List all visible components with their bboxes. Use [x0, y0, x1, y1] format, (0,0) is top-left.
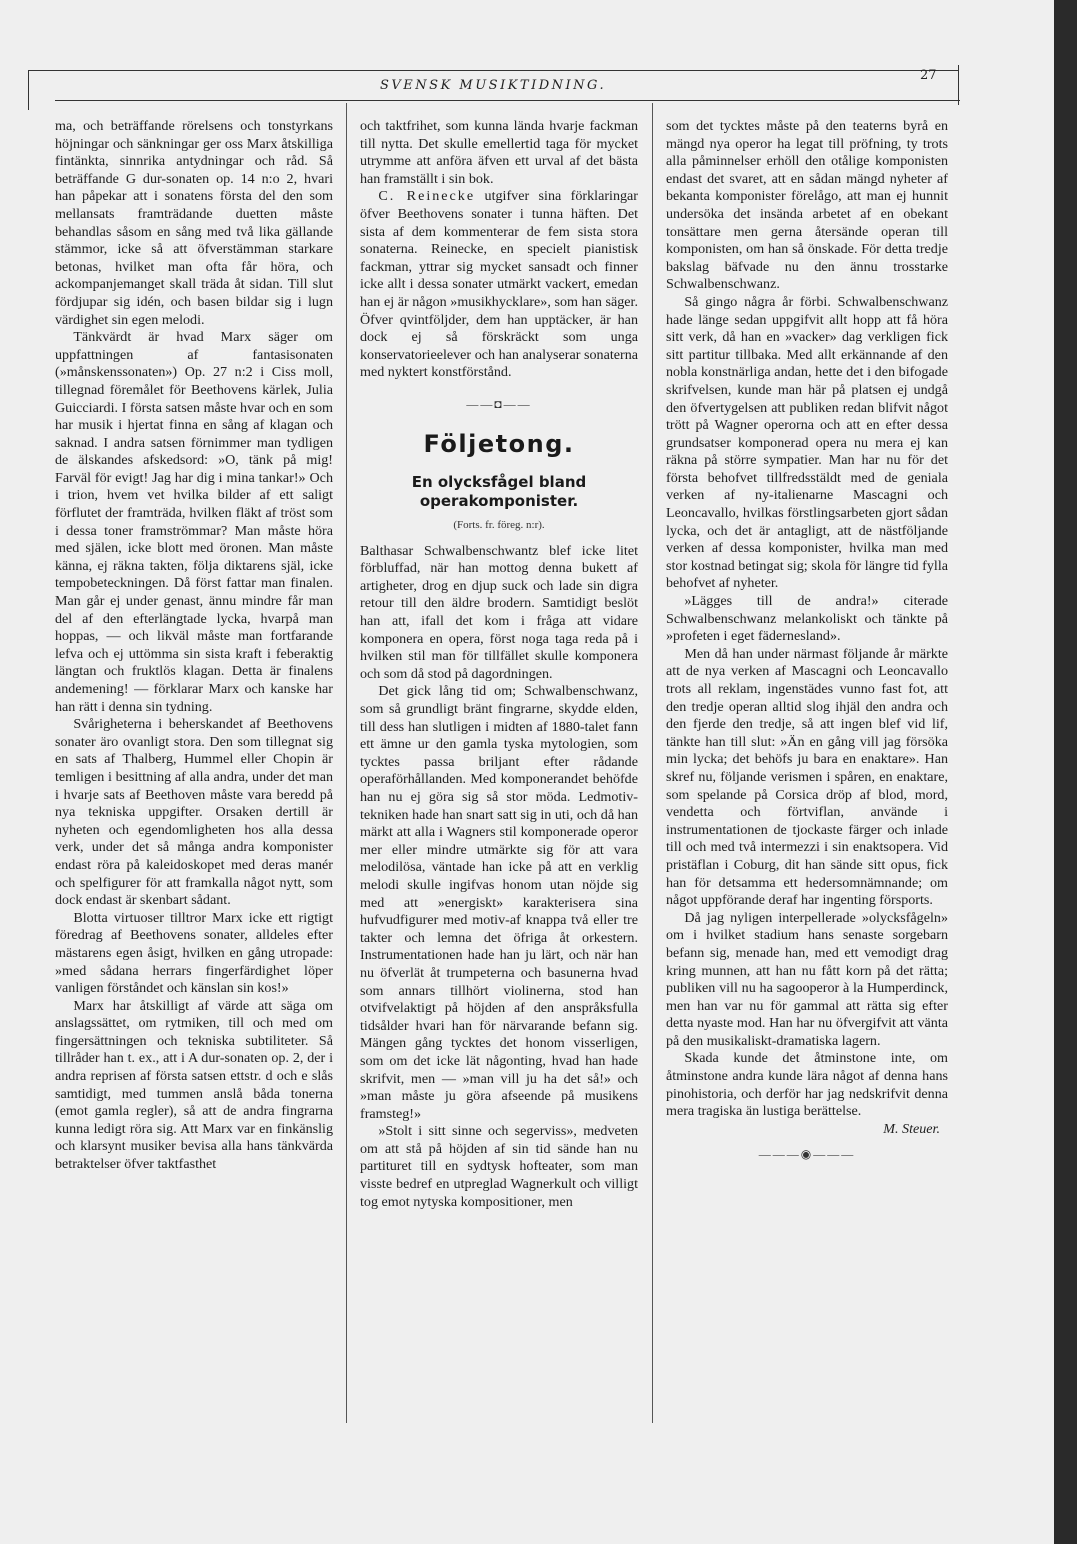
col1-paragraph: Blotta virtuoser tilltror Marx icke ett rigtigt föredrag af Beethovens sonater, alldeles efter mästarens egen åsigt, hvilken en gång utropade: »med sådana herrars fingerfärdighet löper vanligen förståndet och känslan sin kos!»	[55, 909, 333, 997]
continued-note: (Forts. fr. föreg. n:r).	[453, 519, 545, 532]
col3-paragraph: Så gingo några år förbi. Schwalbenschwanz hade länge sedan uppgifvit allt hopp att få höra sitt verk, då han en »vacker» dag verkligen fick sitt partitur tillbaka. Med allt erkännande af den nobla konstnärliga andan, hette det i den bifogade skrifvelsen, kunde man här på platsen ej undgå den öfvertygelsen att publiken redan blifvit något trött på Wagner operorna och att en efter dessa grundsatser komponerad opera nu mera ej kan räkna på större sympatier. Man har nu för det första behofvet tillfredsstäldt med de geniala verken af ny-italienarne Mascagni och Leoncavallo, hvilkas förstlingsarbeten gjort sådan lycka, och det är antagligt, att de nästföljande verken af dessa komponister, hvilka man med stor kostnad betingat sig; skola för längre tid fylla behofvet af nyheter.	[666, 293, 948, 592]
story-paragraph: »Stolt i sitt sinne och segerviss», medveten om att stå på höjden af sin tid sände han nu partituret till en sydtysk hofteater, som man visste bedref en utpreglad Wagnerkult och villigt tog emot nytyska kompositioner, men	[360, 1123, 638, 1210]
article-title: En olycksfågel bland operakomponister.	[411, 473, 587, 511]
reinecke-name: C. Reinecke	[378, 188, 476, 205]
story-paragraph: Det gick lång tid om; Schwalbenschwanz, som så grundligt bränt fingrarne, skydde elden, till dess han slutligen i midten af 1880-talet fann ett ämne ur den gamla tyska mytologien, som tycktes passa briljant efter rådande operaförhållanden. Med komponerandet behöfde han nu ej göra sig så stor möda. Ledmotiv-tekniken hade han snart satt sig in uti, och då han märkt att alla i Wagners stil komponerade operor mer eller mindre utmärkte sig för att vara melodilösa, väntade han icke på att en verklig melodi skulle ingifvas honom utan nöjde sig med att »energiskt» karakterisera sina hufvudfigurer med motiv-af knappa två eller tre takter och lemna det öfriga åt orkestern. Instrumentationen hade han ju lärt, och när han nu öfverlät åt trumpeterna och basunerna hvad som annars tillhört violinerna, stod han otvifvelaktigt på höjden af den anspråksfulla tidsålder hvari han för närvarande befann sig. Mängen gång tycktes det honom visserligen, som om det icke lät någonting, hvad han hade skrifvit, men — »man vill ju ha det så!» och »man måste ju göra afseende på musikens framsteg!»	[360, 683, 638, 1122]
header-rule	[55, 100, 960, 101]
col1-paragraph: Tänkvärdt är hvad Marx säger om uppfattningen af fantasisonaten (»månskenssonaten») Op. 27 n:2 i Ciss moll, tillegnad föremålet för Beethovens kärlek, Julia Guicciardi. I första satsen måste hvar och en som har musik i hjertat finna en sång af klagan och saknad. I andra satsen förnimmer man tydligen de älskandes afskedsord: »O, tänk på mig! Farväl för evigt! Jag har dig i mina tankar!» Och i trion, hvem vet hvilka bilder af ett saligt förflutet der framträda, hvilken fläkt af tröst som i dessa toner framströmmar? Man måste höra med själen, icke blott med öronen. Man måste känna, ej räkna takten, följa diktarens själ, icke tempobeteckningen. Då först fattar man finalen. Man går ej under genast, ännu mindre får man del af den efterlängtade lycka, hvarpå man hoppas, — och likväl måste man fortfarande lefva och ej uttömma sin sista kraft i feberaktig längtan och fruktlös klagan. Detta är finalens andemening! — förklarar Marx och kanske har han rätt i denna sin tydning.	[55, 329, 333, 715]
col3-paragraph: Då jag nyligen interpellerade »olycksfågeln» om i hvilket stadium hans senaste sorgebarn befann sig, menade han, med ett vemodigt drag kring munnen, att han nu fått korn på det rätta; publiken vill nu ha sagooperor à la Humperdinck, men han var nu för gammal att rätta sig efter detta nyaste mod. Han har nu öfvergifvit att vänta på den musikaliskt-dramatiska lagern.	[666, 909, 948, 1049]
col3-paragraph: Skada kunde det åtminstone inte, om åtminstone andra kunde lära något af denna hans pinohistoria, och derför har jag nedskrifvit denna mera tragiska än lustiga berättelse.	[666, 1050, 948, 1120]
col1-paragraph: ma, och beträffande rörelsens och tonstyrkans höjningar och sänkningar ger oss Marx åtskilliga fintänkta, sinnrika antydningar och råd. Så beträffande G dur-sonaten op. 14 n:o 2, hvari han påpekar att i sonatens första del den som mellansats framträdande duetten måste behandlas såsom en sång med två lika gällande stämmor, icke så att öfverstämman starkare betonas, hvilket man ofta får höra, och ackompanjemanget skall träda åt sidan. Till slut fördjupar sig idén, och basen bildar sig i lugn värdighet sin egen melodi.	[55, 118, 333, 328]
column-divider-2	[652, 103, 653, 1423]
col1-paragraph: Svårigheterna i beherskandet af Beethovens sonater äro ovanligt stora. Den som tillegnat sig en sats af Thalberg, Hummel eller Chopin är temligen i besittning af alla andra, under det man i hvarje sats af Beethoven måste vara beredd på nya tekniska uppgifter. Orsaken dertill är nyheten och egendomligheten hos alla dessa verk, under det så många andra komponister endast röra på kaleidoskopet med deras manér och spelfigurer för att framkalla något nytt, som dock endast är skenbart sådant.	[55, 716, 333, 909]
frame-left-line	[28, 70, 29, 110]
column-divider-1	[346, 103, 347, 1423]
col3-paragraph: »Lägges till de andra!» citerade Schwalbenschwanz melankoliskt och tänkte på »profeten i eget fädernesland».	[666, 593, 948, 645]
section-separator: ——◘——	[466, 396, 532, 411]
author-signature: M. Steuer.	[883, 1120, 940, 1137]
scan-edge	[1054, 0, 1077, 1544]
col3-paragraph: som det tycktes måste på den teaterns byrå en mängd nya operor ha legat till pröfning, ty trots alla påminnelser erhöll den otålige komponisten endast det svaret, att en sådan mängd nyheter af bekanta komponister förelågo, att man ej hunnit undersöka det insända arbetet af en obekant tonsättare men gerna återsände operan till komponisten, om han så önskade. För detta tredje bakslag bäfvade nu den ännu trosstarke Schwalbenschwanz.	[666, 118, 948, 293]
reinecke-paragraph	[360, 188, 638, 382]
reinecke-text: utgifver sina förklaringar öfver Beethovens sonater i tunna häften. Det sista af dem kommenterar de fem sista stora sonaterna. Reinecke, en specielt pianistisk fackman, yttrar sig mycket sansadt och finner icke allt i dessa sonater utmärkt vackert, emedan han ej är någon »musikhycklare», som han säger. Öfver qvintföljder, dem han upptäcker, är han dock ej så förskräckt som unga konservatorieelever och han analyserar sonaterna med nyktert konstförstånd.	[360, 188, 638, 381]
column-1	[55, 118, 333, 1174]
page-number: 27	[920, 68, 937, 83]
story-paragraph: Balthasar Schwalbenschwantz blef icke litet förbluffad, när han mottog denna bukett af artigheter, drog en djup suck och lade sin digra retour till den äldre brodern. Samtidigt beslöt han att, ifall det kom i fråga att vidare komponera en opera, först noga taga reda på i hvilken stil man för tillfället skulle komponera och som då stod på dagordningen.	[360, 542, 638, 682]
end-ornament: ———◉———	[758, 1147, 856, 1162]
col2-paragraph: och taktfrihet, som kunna lända hvarje fackman till nytta. Det skulle emellertid taga för mycket utrymme att anföra äfven ett urval af det bästa han framställt i sin bok.	[360, 118, 638, 187]
column-2	[360, 118, 638, 1211]
column-3	[666, 118, 948, 1164]
frame-right-line	[958, 65, 959, 105]
running-head: SVENSK MUSIKTIDNING.	[380, 78, 607, 93]
frame-top-line	[28, 70, 958, 71]
section-title: Följetong.	[423, 429, 575, 458]
col1-paragraph: Marx har åtskilligt af värde att säga om anslagssättet, om rytmiken, till och med om fingersättningen och tekniska subtiliteter. Så tillråder han t. ex., att i A dur-sonaten op. 2, der i andra reprisen af första satsen ettstr. d och e slås samtidigt, med tummen anslå båda tonerna (emot gamla regler), så att de andra fingrarna kunna ledigt röra sig. Att Marx var en finkänslig och klarsynt musiker bevisa alla hans tänkvärda betraktelser öfver taktfasthet	[55, 997, 333, 1173]
col3-paragraph: Men då han under närmast följande år märkte att de nya verken af Mascagni och Leoncavallo trots all reklam, ingenstädes vunno fast fot, att den tredje operan alltid slog ihjäl den andra och den fjerde den tredje, så att ingen blef vid lif, tänkte han till slut: »Än en gång vill jag försöka min lycka; det behöfs ju bara en enaktare». Han skref nu, följande verismen i spåren, en enaktare, som spelande på Corsica dröp af blod, mord, vendetta och förtviflan, använde i instrumentationen de tjockaste färger och inlade till och med två intermezzi i sin enaktsopera. Vid pristäflan i Coburg, dit han sände sitt opus, fick han för detsamma ett hedersomnämnande; om något uppförande deraf har ingenting försports.	[666, 645, 948, 909]
